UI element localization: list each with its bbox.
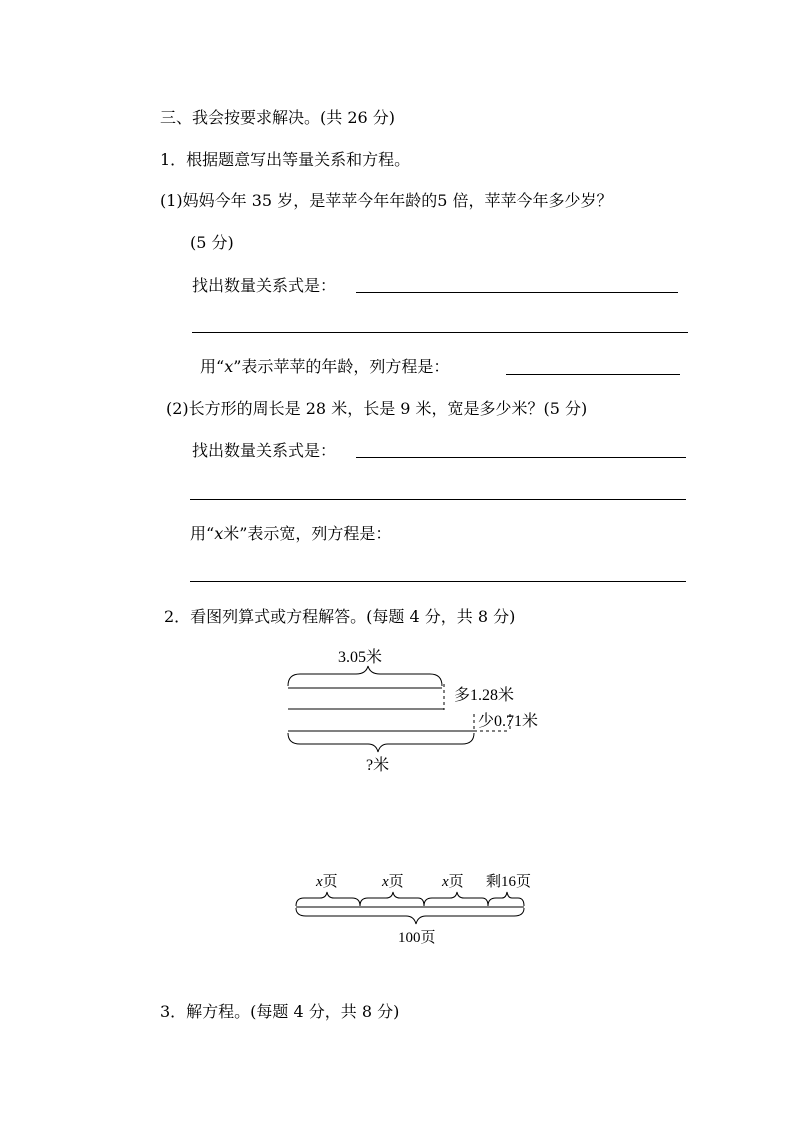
question-1-2-equation-label — [190, 524, 391, 544]
segment-diagram-2 — [290, 866, 550, 956]
segment-diagram-1 — [270, 640, 570, 780]
segment-2-var: x — [382, 874, 389, 890]
bottom-brace — [288, 733, 474, 752]
more-label: 多1.28米 — [454, 687, 515, 704]
question-2-heading: 2．看图列算式或方程解答。(每题 4 分，共 8 分) — [164, 607, 516, 626]
question-1-2-equation-blank[interactable] — [190, 581, 686, 582]
segment-3-label — [441, 873, 464, 890]
segment-1-label — [315, 873, 338, 890]
brace-segment-1 — [296, 892, 360, 906]
section-title: 三、我会按要求解决。(共 26 分) — [160, 108, 396, 127]
question-1-1-text: (1)妈妈今年 35 岁，是苹苹今年年龄的5 倍，苹苹今年多少岁？ — [160, 191, 613, 210]
question-1-1-relation-blank[interactable] — [356, 292, 678, 293]
variable-x: x — [224, 357, 234, 376]
question-1-2-relation-blank[interactable] — [356, 457, 686, 458]
total-brace — [296, 908, 524, 924]
question-1-1-relation-label: 找出数量关系式是： — [192, 276, 337, 295]
segment-3-unit: 页 — [448, 874, 464, 890]
top-label: 3.05米 — [338, 649, 383, 666]
variable-x: x — [214, 524, 224, 543]
brace-segment-rest — [488, 892, 524, 906]
segment-1-unit: 页 — [322, 874, 338, 890]
brace-segment-2 — [360, 892, 424, 906]
question-1-1-relation-blank-line2[interactable] — [192, 332, 688, 333]
top-brace — [288, 666, 442, 686]
segment-1-var: x — [316, 874, 323, 890]
equation-prefix: 用“ — [190, 524, 215, 543]
question-1-heading: 1．根据题意写出等量关系和方程。 — [160, 150, 411, 169]
bottom-label: ?米 — [366, 757, 390, 774]
question-1-1-equation-label — [200, 357, 449, 377]
rest-label: 剩16页 — [486, 874, 532, 890]
question-1-1-equation-blank[interactable] — [506, 374, 680, 375]
question-1-1-score: (5 分) — [190, 233, 234, 252]
less-label: 少0.71米 — [478, 713, 539, 730]
question-1-2-relation-blank-line2[interactable] — [190, 499, 686, 500]
equation-suffix: ”表示苹苹的年龄，列方程是： — [233, 357, 450, 376]
segment-2-unit: 页 — [388, 874, 404, 890]
total-label: 100页 — [398, 930, 436, 946]
equation-suffix: 米”表示宽，列方程是： — [223, 524, 392, 543]
question-1-2-text: (2)长方形的周长是 28 米，长是 9 米，宽是多少米？(5 分) — [166, 399, 588, 418]
brace-segment-3 — [424, 892, 488, 906]
segment-3-var: x — [442, 874, 449, 890]
question-3-heading: 3．解方程。(每题 4 分，共 8 分) — [160, 1002, 400, 1021]
question-1-2-relation-label: 找出数量关系式是： — [192, 441, 337, 460]
segment-2-label — [381, 873, 404, 890]
equation-prefix: 用“ — [200, 357, 225, 376]
